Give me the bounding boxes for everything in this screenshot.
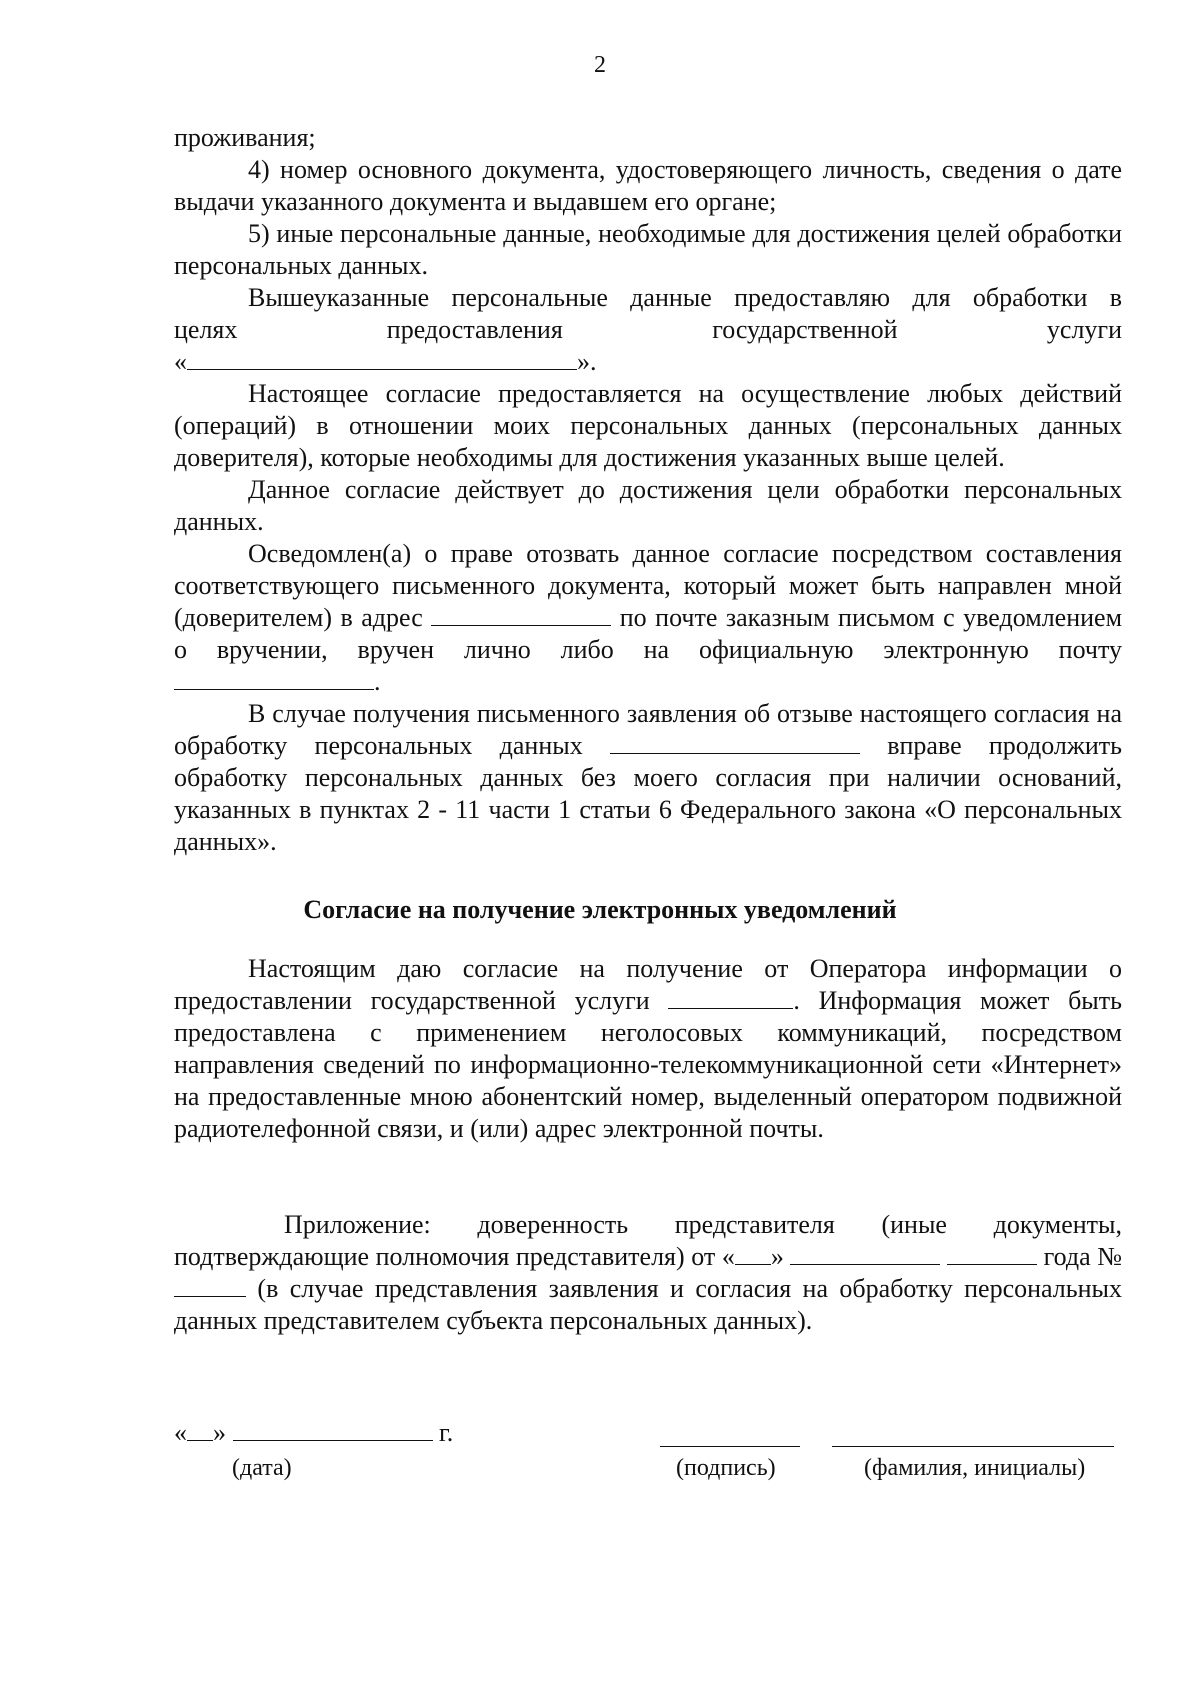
paragraph: 4) номер основного документа, удостоверяющего личность, сведения о дате выдачи указанного документа и выдавшем его органе; — [174, 155, 1122, 216]
paragraph: Данное согласие действует до достижения цели обработки персональных данных. — [174, 475, 1122, 536]
blank-line — [174, 1274, 246, 1297]
paragraph-attachment: Приложение: доверенность представителя (иные документы, подтверждающие полномочия представителя) от « » года № (в случае представления заявления и согласия на обработку персональных данных представителем субъекта персональных данных). — [174, 1210, 1123, 1335]
page-number: 2 — [594, 52, 606, 78]
paragraph: проживания; — [174, 123, 316, 152]
name-line — [832, 1446, 1114, 1447]
blank-line — [431, 603, 611, 626]
signature-caption: (подпись) — [676, 1455, 776, 1481]
blank-line — [610, 731, 860, 754]
blank-line — [187, 1418, 213, 1441]
date-field: « » г. — [174, 1418, 454, 1447]
attachment-clause — [174, 1209, 1122, 1337]
paragraph-notifications: Настоящим даю согласие на получение от Оператора информации о предоставлении государственной услуги . Информация может быть предоставлена с применением неголосовых коммуникаций, посредством направления сведений по информационно-телекоммуникационной сети «Интернет» на предоставленные мною абонентский номер, выделенный оператором подвижной радиотелефонной связи, и (или) адрес электронной почты. — [174, 954, 1122, 1143]
notifications-consent — [174, 953, 1122, 1145]
blank-line — [174, 667, 374, 690]
blank-line — [187, 347, 577, 370]
paragraph: Настоящее согласие предоставляется на осуществление любых действий (операций) в отношении моих персональных данных (персональных данных доверителя), которые необходимы для достижения указанных выше целей. — [174, 379, 1122, 472]
blank-line — [735, 1242, 771, 1265]
date-caption: (дата) — [232, 1455, 292, 1481]
blank-line — [668, 986, 793, 1009]
signature-line — [660, 1446, 800, 1447]
paragraph: Вышеуказанные персональные данные предоставляю для обработки в — [248, 283, 1122, 312]
name-caption: (фамилия, инициалы) — [864, 1455, 1086, 1481]
paragraph: целях предоставления государственной услуги — [174, 315, 1122, 344]
blank-line — [790, 1242, 940, 1265]
paragraph: 5) иные персональные данные, необходимые для достижения целей обработки персональных данных. — [174, 219, 1122, 280]
paragraph-service-blank: « ». — [174, 347, 597, 376]
section-heading: Согласие на получение электронных уведомлений — [303, 895, 897, 924]
paragraph-revocation: Осведомлен(а) о праве отозвать данное согласие посредством составления соответствующего письменного документа, который может быть направлен мной (доверителем) в адрес по почте заказным письмом с уведомлением о вручении, вручен лично либо на официальную электронную почту . — [174, 539, 1123, 696]
paragraph-withdrawal: В случае получения письменного заявления об отзыве настоящего согласия на обработку персональных данных вправе продолжить обработку персональных данных без моего согласия при наличии оснований, указанных в пунктах 2 - 11 части 1 статьи 6 Федерального закона «О персональных данных». — [174, 699, 1122, 856]
blank-line — [947, 1242, 1037, 1265]
consent-body — [174, 122, 1122, 858]
blank-line — [233, 1418, 433, 1441]
